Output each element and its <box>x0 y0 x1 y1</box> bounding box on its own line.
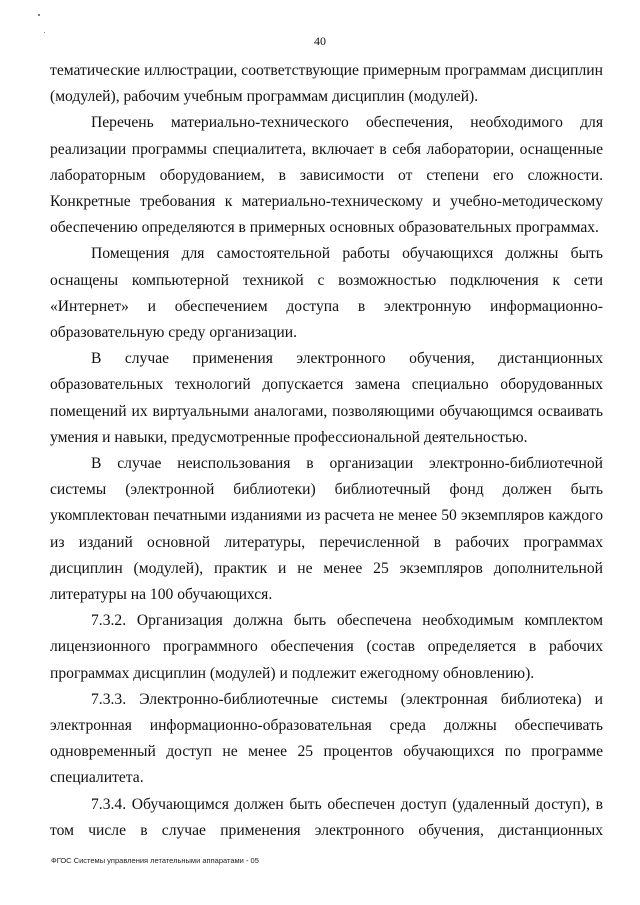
paragraph-7-3-4: 7.3.4. Обучающимся должен быть обеспечен доступ (удаленный доступ), в том числе в случае применения электронного обучения, дистанционных <box>50 795 603 839</box>
paragraph-7-3-3: 7.3.3. Электронно-библиотечные системы (электронная библиотека) и электронная информационно-образовательная среда должны обеспечивать одновременный доступ не менее 25 процентов обучающихся по программе специалитета. <box>50 690 603 787</box>
paragraph-continuation: тематические иллюстрации, соответствующие примерным программам дисциплин (модулей), рабочим учебным программам дисциплин (модулей). <box>50 62 603 106</box>
scan-speck <box>38 14 40 16</box>
document-footer: ФГОС Системы управления летательными аппаратами - 05 <box>51 856 259 865</box>
paragraph-library-fund: В случае неиспользования в организации электронно-библиотечной системы (электронной библиотеки) библиотечный фонд должен быть укомплектован печатными изданиями из расчета не менее 50 экземпляров каждого из изданий основной литературы, перечисленной в рабочих программах дисциплин (модулей), практик и не менее 25 экземпляров дополнительной литературы на 100 обучающихся. <box>50 455 603 604</box>
document-body <box>50 58 603 844</box>
paragraph-self-study-rooms: Помещения для самостоятельной работы обучающихся должны быть оснащены компьютерной техникой с возможностью подключения к сети «Интернет» и обеспечением доступа в электронную информационно-образовательную среду организации. <box>50 245 603 342</box>
paragraph-7-3-2: 7.3.2. Организация должна быть обеспечена необходимым комплектом лицензионного программного обеспечения (состав определяется в рабочих программах дисциплин (модулей) и подлежит ежегодному обновлению). <box>50 612 603 682</box>
paragraph-material-support: Перечень материально-технического обеспечения, необходимого для реализации программы специалитета, включает в себя лаборатории, оснащенные лабораторным оборудованием, в зависимости от степени его сложности. Конкретные требования к материально-техническому и учебно-методическому обеспечению определяются в примерных основных образовательных программах. <box>50 114 603 237</box>
paragraph-e-learning: В случае применения электронного обучения, дистанционных образовательных технологий допускается замена специально оборудованных помещений их виртуальными аналогами, позволяющими обучающимся осваивать умения и навыки, предусмотренные профессиональной деятельностью. <box>50 350 603 446</box>
page-number: 40 <box>314 34 326 48</box>
scan-speck <box>44 32 45 33</box>
